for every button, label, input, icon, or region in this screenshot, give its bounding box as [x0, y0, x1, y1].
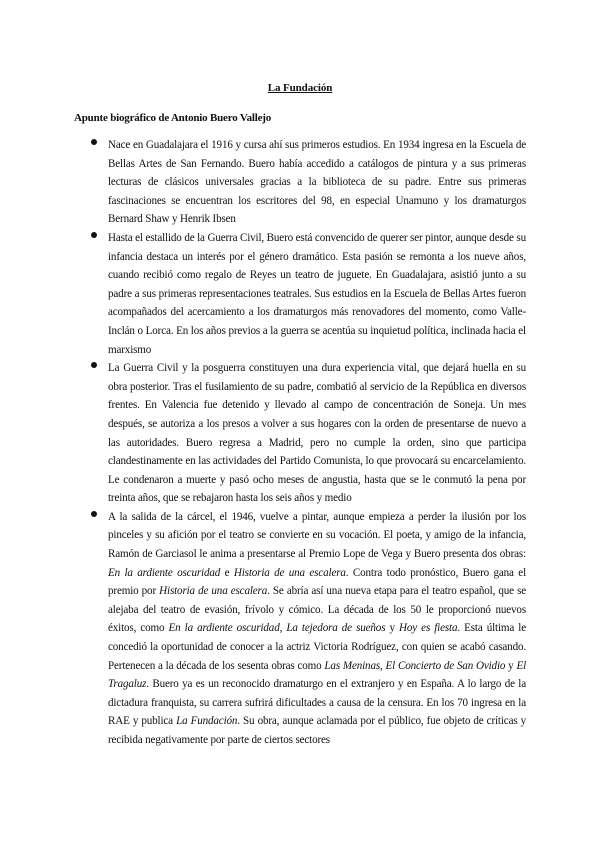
text-run: y [385, 622, 400, 635]
list-item [0, 229, 600, 359]
bullet-icon [91, 232, 97, 238]
work-title: El Concierto de San Ovidio [385, 659, 506, 672]
list-item [0, 508, 600, 750]
paragraph [108, 508, 526, 750]
bullet-list [0, 136, 600, 750]
text-run: Nace en Guadalajara el 1916 y cursa ahí sus primeros estudios. En 1934 ingresa en la Escuela de Bellas Artes de San Fernando. Buero había accedido a catálogos de pintura y a sus primeras lecturas de clásicos universales gracias a la biblioteca de su padre. Entre sus primeras fascinaciones se encuentran los escritores del 98, en especial Unamuno y los dramaturgos Bernard Shaw y Henrik Ibsen [108, 139, 526, 226]
section-heading: Apunte biográfico de Antonio Buero Vallejo [74, 112, 272, 124]
bullet-icon [91, 139, 97, 145]
text-run: A la salida de la cárcel, el 1946, vuelve a pintar, aunque empieza a perder la ilusión por los pinceles y su afición por el teatro se convierte en su vocación. El poeta, y amigo de la infancia, Ramón de Garciasol le anima a presentarse al Premio Lope de Vega y Buero presenta dos obras: [108, 510, 526, 561]
text-run: , [380, 659, 386, 672]
work-title: El Tragaluz [108, 659, 526, 691]
text-run: . Se abría así una nueva etapa para el teatro español, que se alejaba del teatro de evasión, frívolo y cómico. La década de los 50 le proporcionó nuevos éxitos, como [108, 585, 527, 635]
bullet-icon [91, 362, 97, 368]
paragraph [108, 359, 526, 508]
text-run: y [505, 659, 517, 672]
work-title: En la ardiente oscuridad [108, 566, 221, 579]
paragraph [108, 136, 526, 229]
work-title: Historia de una escalera [233, 566, 346, 579]
text-run: . Buero ya es un reconocido dramaturgo en el extranjero y en España. A lo largo de la dictadura franquista, su carrera sufrirá dificultades a causa de la censura. En los 70 ingresa en la RAE y publica [108, 678, 526, 728]
text-run: La Guerra Civil y la posguerra constituyen una dura experiencia vital, que dejará huella en su obra posterior. Tras el fusilamiento de su padre, combatió al servicio de la República en diversos frentes. En Valencia fue detenido y llevado al campo de concentración de Soneja. Un mes después, se autoriza a los presos a volver a sus hogares con la orden de presentarse de nuevo a las autoridades. Buero regresa a Madrid, pero no cumple la orden, sino que participa clandestinamente en las actividades del Partido Comunista, lo que provocará su encarcelamiento. Le condenaron a muerte y pasó ocho meses de angustia, hasta que se le conmutó la pena por treinta años, que se rebajaron hasta los seis años y medio [108, 362, 526, 505]
work-title: La tejedora de sueños [286, 622, 386, 635]
text-run: , [279, 622, 287, 635]
list-item [0, 136, 600, 229]
work-title: En la ardiente oscuridad [168, 622, 280, 635]
text-run: . Contra todo pronóstico, Buero gana el premio por [108, 566, 527, 598]
work-title: Las Meninas [324, 659, 381, 672]
list-item [0, 359, 600, 508]
work-title: La Fundación [176, 715, 238, 728]
bullet-icon [91, 511, 97, 517]
text-run: Hasta el estallido de la Guerra Civil, Buero está convencido de querer ser pintor, aunque desde su infancia destaca un interés por el género dramático. Esta pasión se remonta a los nueve años, cuando recibió como regalo de Reyes un teatro de juguete. En Guadalajara, asistió junto a su padre a sus primeras representaciones teatrales. Sus estudios en la Escuela de Bellas Artes fueron acompañados del acercamiento a los dramaturgos más renovadores del momento, como Valle-Inclán o Lorca. En los años previos a la guerra se acentúa su inquietud política, inclinada hacia el marxismo [108, 231, 526, 356]
text-run: . Esta última le concedió la oportunidad de conocer a la actriz Victoria Rodríguez, con quien se acabó casando. Pertenecen a la década de los sesenta obras como [108, 622, 526, 672]
work-title: Hoy es fiesta [399, 622, 458, 635]
text-run: . Su obra, aunque aclamada por el público, fue objeto de críticas y recibida negativamente por parte de ciertos sectores [108, 715, 527, 746]
work-title: Historia de una escalera [159, 585, 268, 598]
paragraph [108, 229, 526, 359]
text-run: e [220, 566, 234, 579]
document-title: La Fundación [267, 82, 333, 94]
